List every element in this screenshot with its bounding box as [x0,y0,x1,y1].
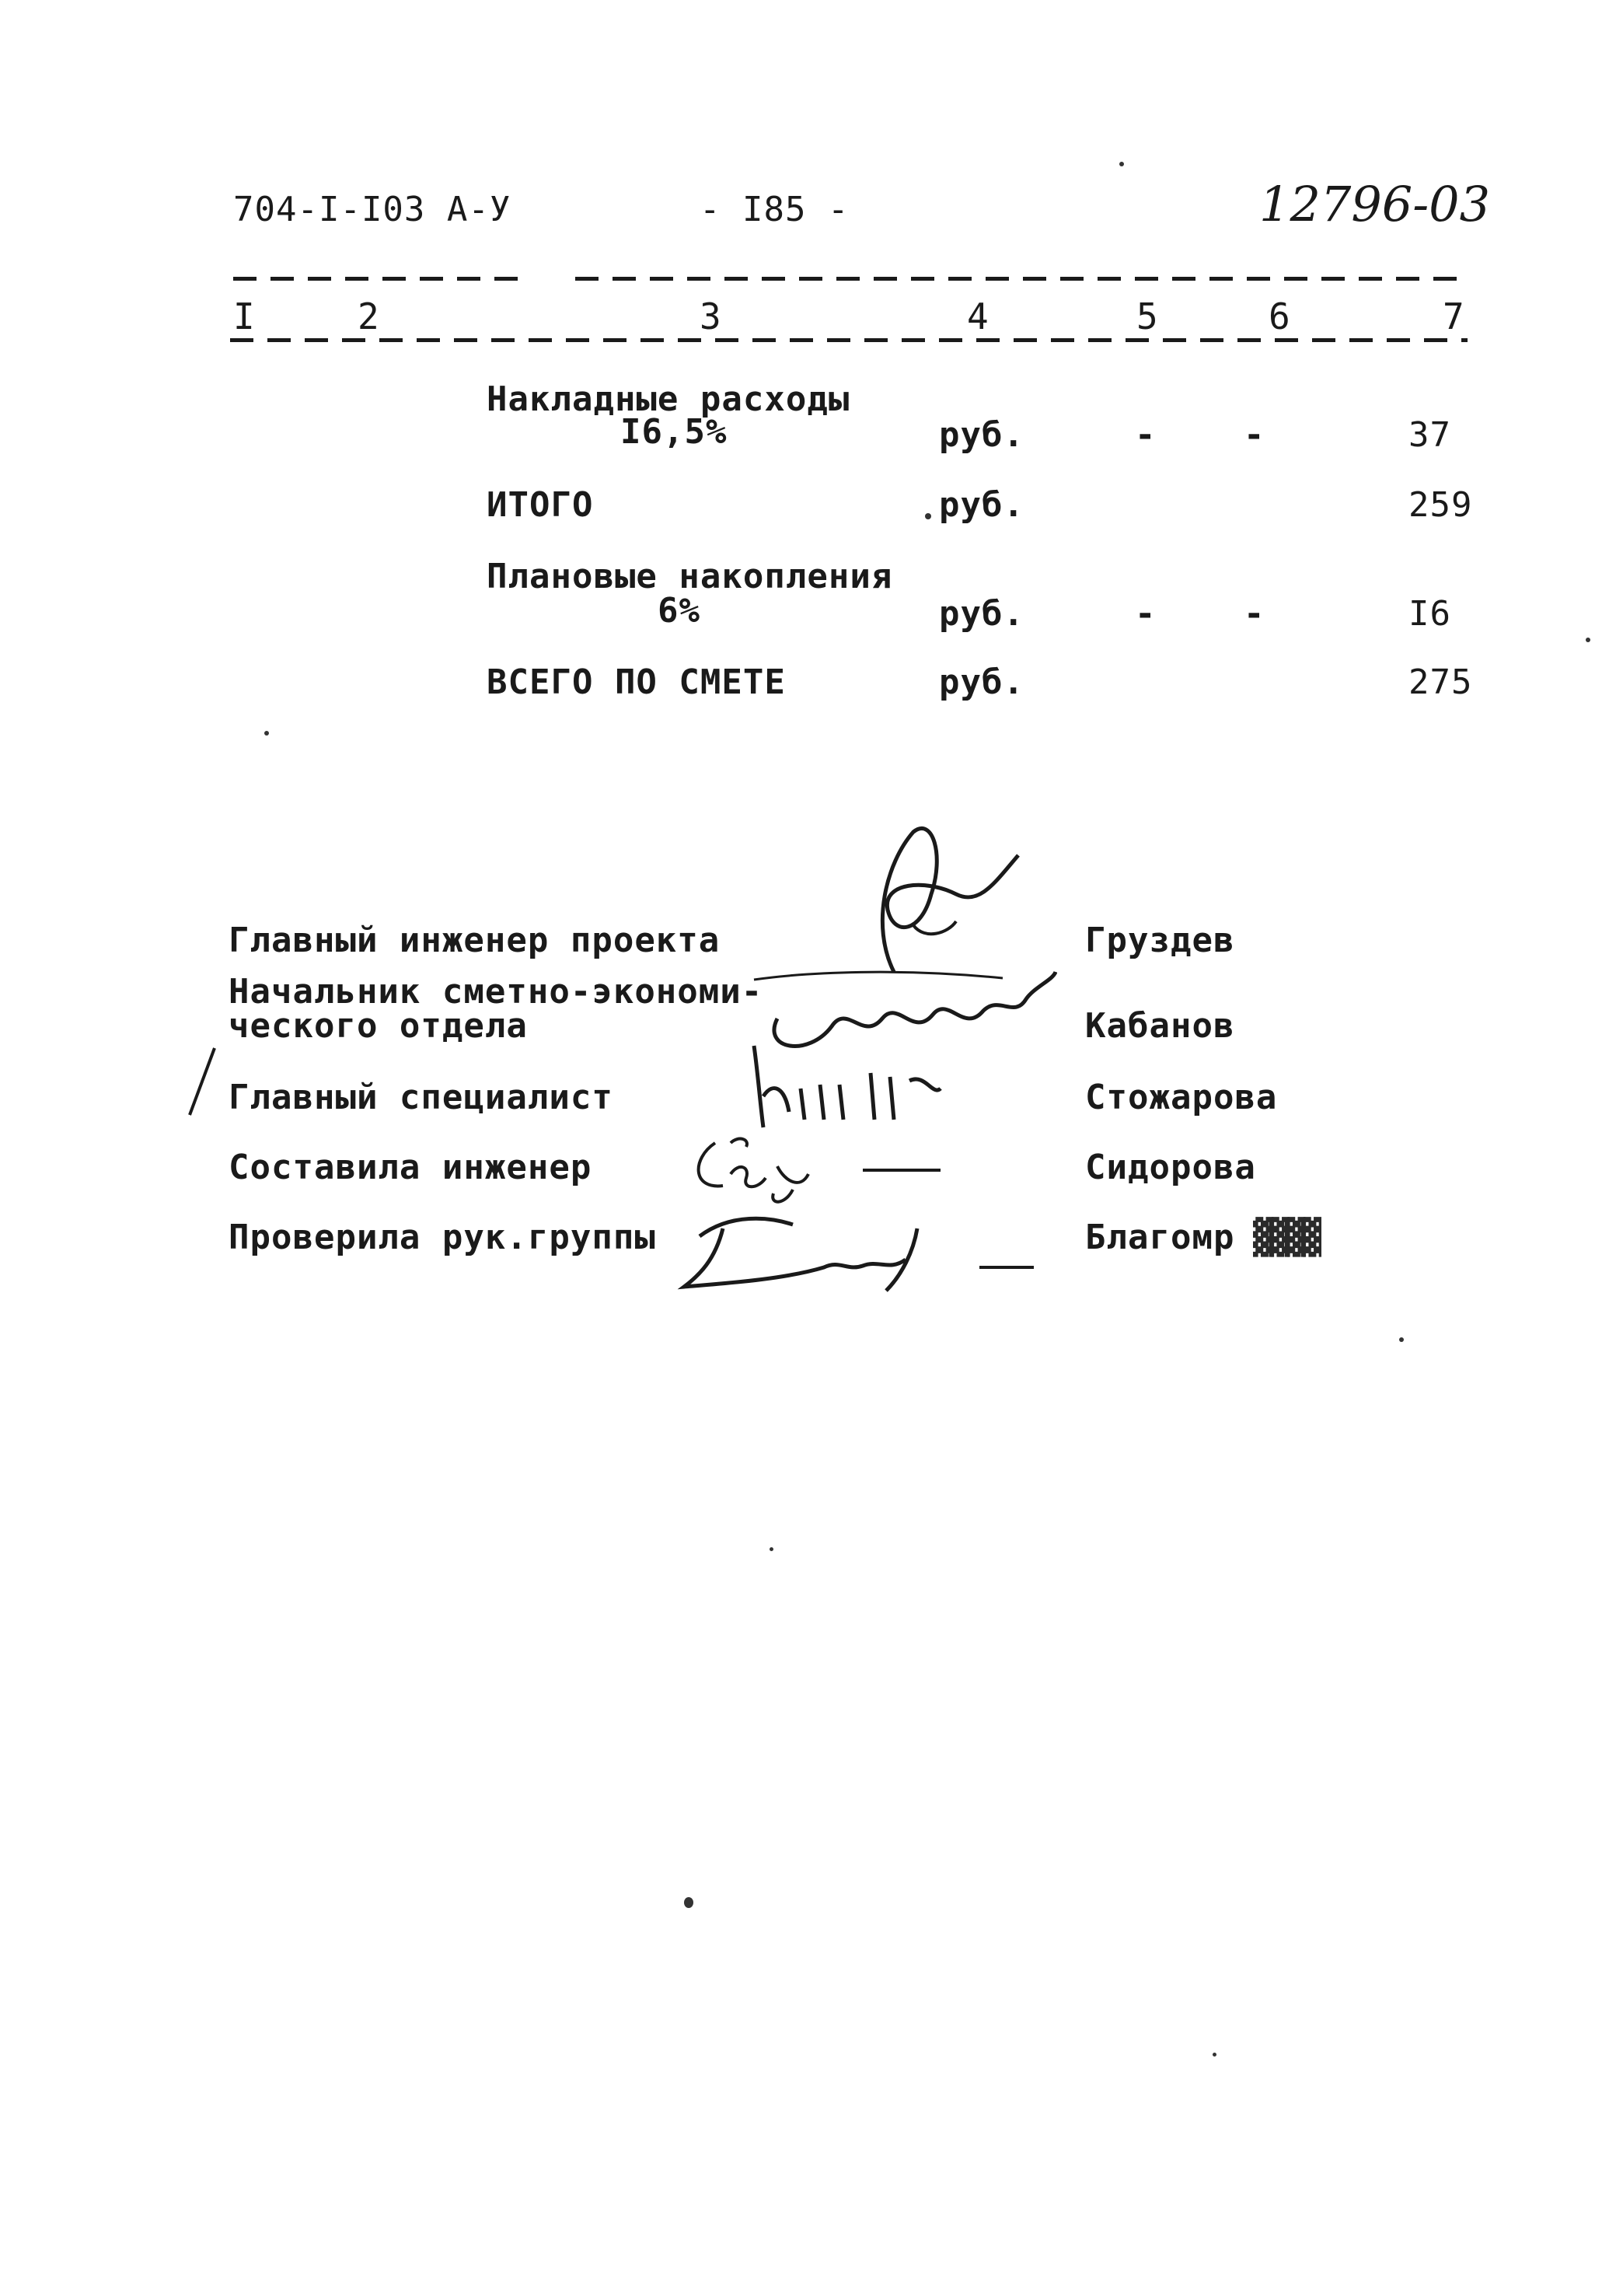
column-number: 7 [1440,295,1468,337]
row-rate: 6% [658,591,700,631]
signatory-name: Благомр [1085,1218,1235,1257]
overstrike-mark: ▓▓▓▓ [1253,1218,1317,1257]
column-number: 5 [1133,295,1161,337]
row-col5: - [1135,594,1157,634]
signatory-name: Груздев [1085,921,1235,960]
scan-speck [1586,638,1590,642]
row-unit: руб. [939,415,1024,455]
signatory-position: Главный специалист [229,1078,613,1117]
row-name: Накладные расходы [487,379,850,419]
scan-speck [925,513,931,519]
signatory-position-cont: ческого отдела [229,1006,528,1046]
column-rule [230,338,1468,342]
row-name: ИТОГО [487,485,594,525]
row-unit: руб. [939,594,1024,634]
row-total: 37 [1408,415,1451,455]
header-rule-left [233,277,529,281]
signatory-position: Главный инженер проекта [229,921,721,960]
column-number: 4 [964,295,992,337]
signatory-position: Начальник сметно-экономи- [229,972,763,1012]
column-number: 2 [354,295,382,337]
scan-speck [1399,1337,1404,1342]
signatory-position: Составила инженер [229,1148,592,1187]
row-total: I6 [1408,594,1451,634]
row-col5: - [1135,415,1157,455]
row-total: 259 [1408,485,1473,525]
scan-speck [1119,162,1124,166]
signatory-position: Проверила рук.группы [229,1218,656,1257]
scan-speck [684,1897,693,1908]
column-number: 6 [1265,295,1293,337]
margin-slash-mark [187,1047,218,1117]
column-number: I [230,295,258,337]
document-code: 704-I-I03 А-У [233,190,511,229]
scan-speck [770,1547,773,1551]
row-name: ВСЕГО ПО СМЕТЕ [487,662,786,702]
scan-speck [1213,2053,1216,2057]
signatory-name: Кабанов [1085,1006,1235,1046]
scan-speck [264,731,269,736]
handwritten-document-number: 12796-03 [1259,176,1491,232]
row-col6: - [1244,415,1265,455]
column-number-row [230,286,1468,342]
row-total: 275 [1408,662,1473,702]
row-name: Плановые накопления [487,557,893,596]
header-rule-right [575,277,1469,281]
signature-gruzdev [839,809,1026,987]
signature-sidorova [684,1120,948,1205]
row-unit: руб. [939,662,1024,702]
row-col6: - [1244,594,1265,634]
row-rate: I6,5% [620,412,728,452]
column-number: 3 [696,295,724,337]
row-unit: руб. [939,485,1024,525]
signature-blagomr [668,1197,1042,1306]
signatory-name: Сидорова [1085,1148,1256,1187]
signatory-name: Стожарова [1085,1078,1278,1117]
page-number: - I85 - [700,190,850,229]
